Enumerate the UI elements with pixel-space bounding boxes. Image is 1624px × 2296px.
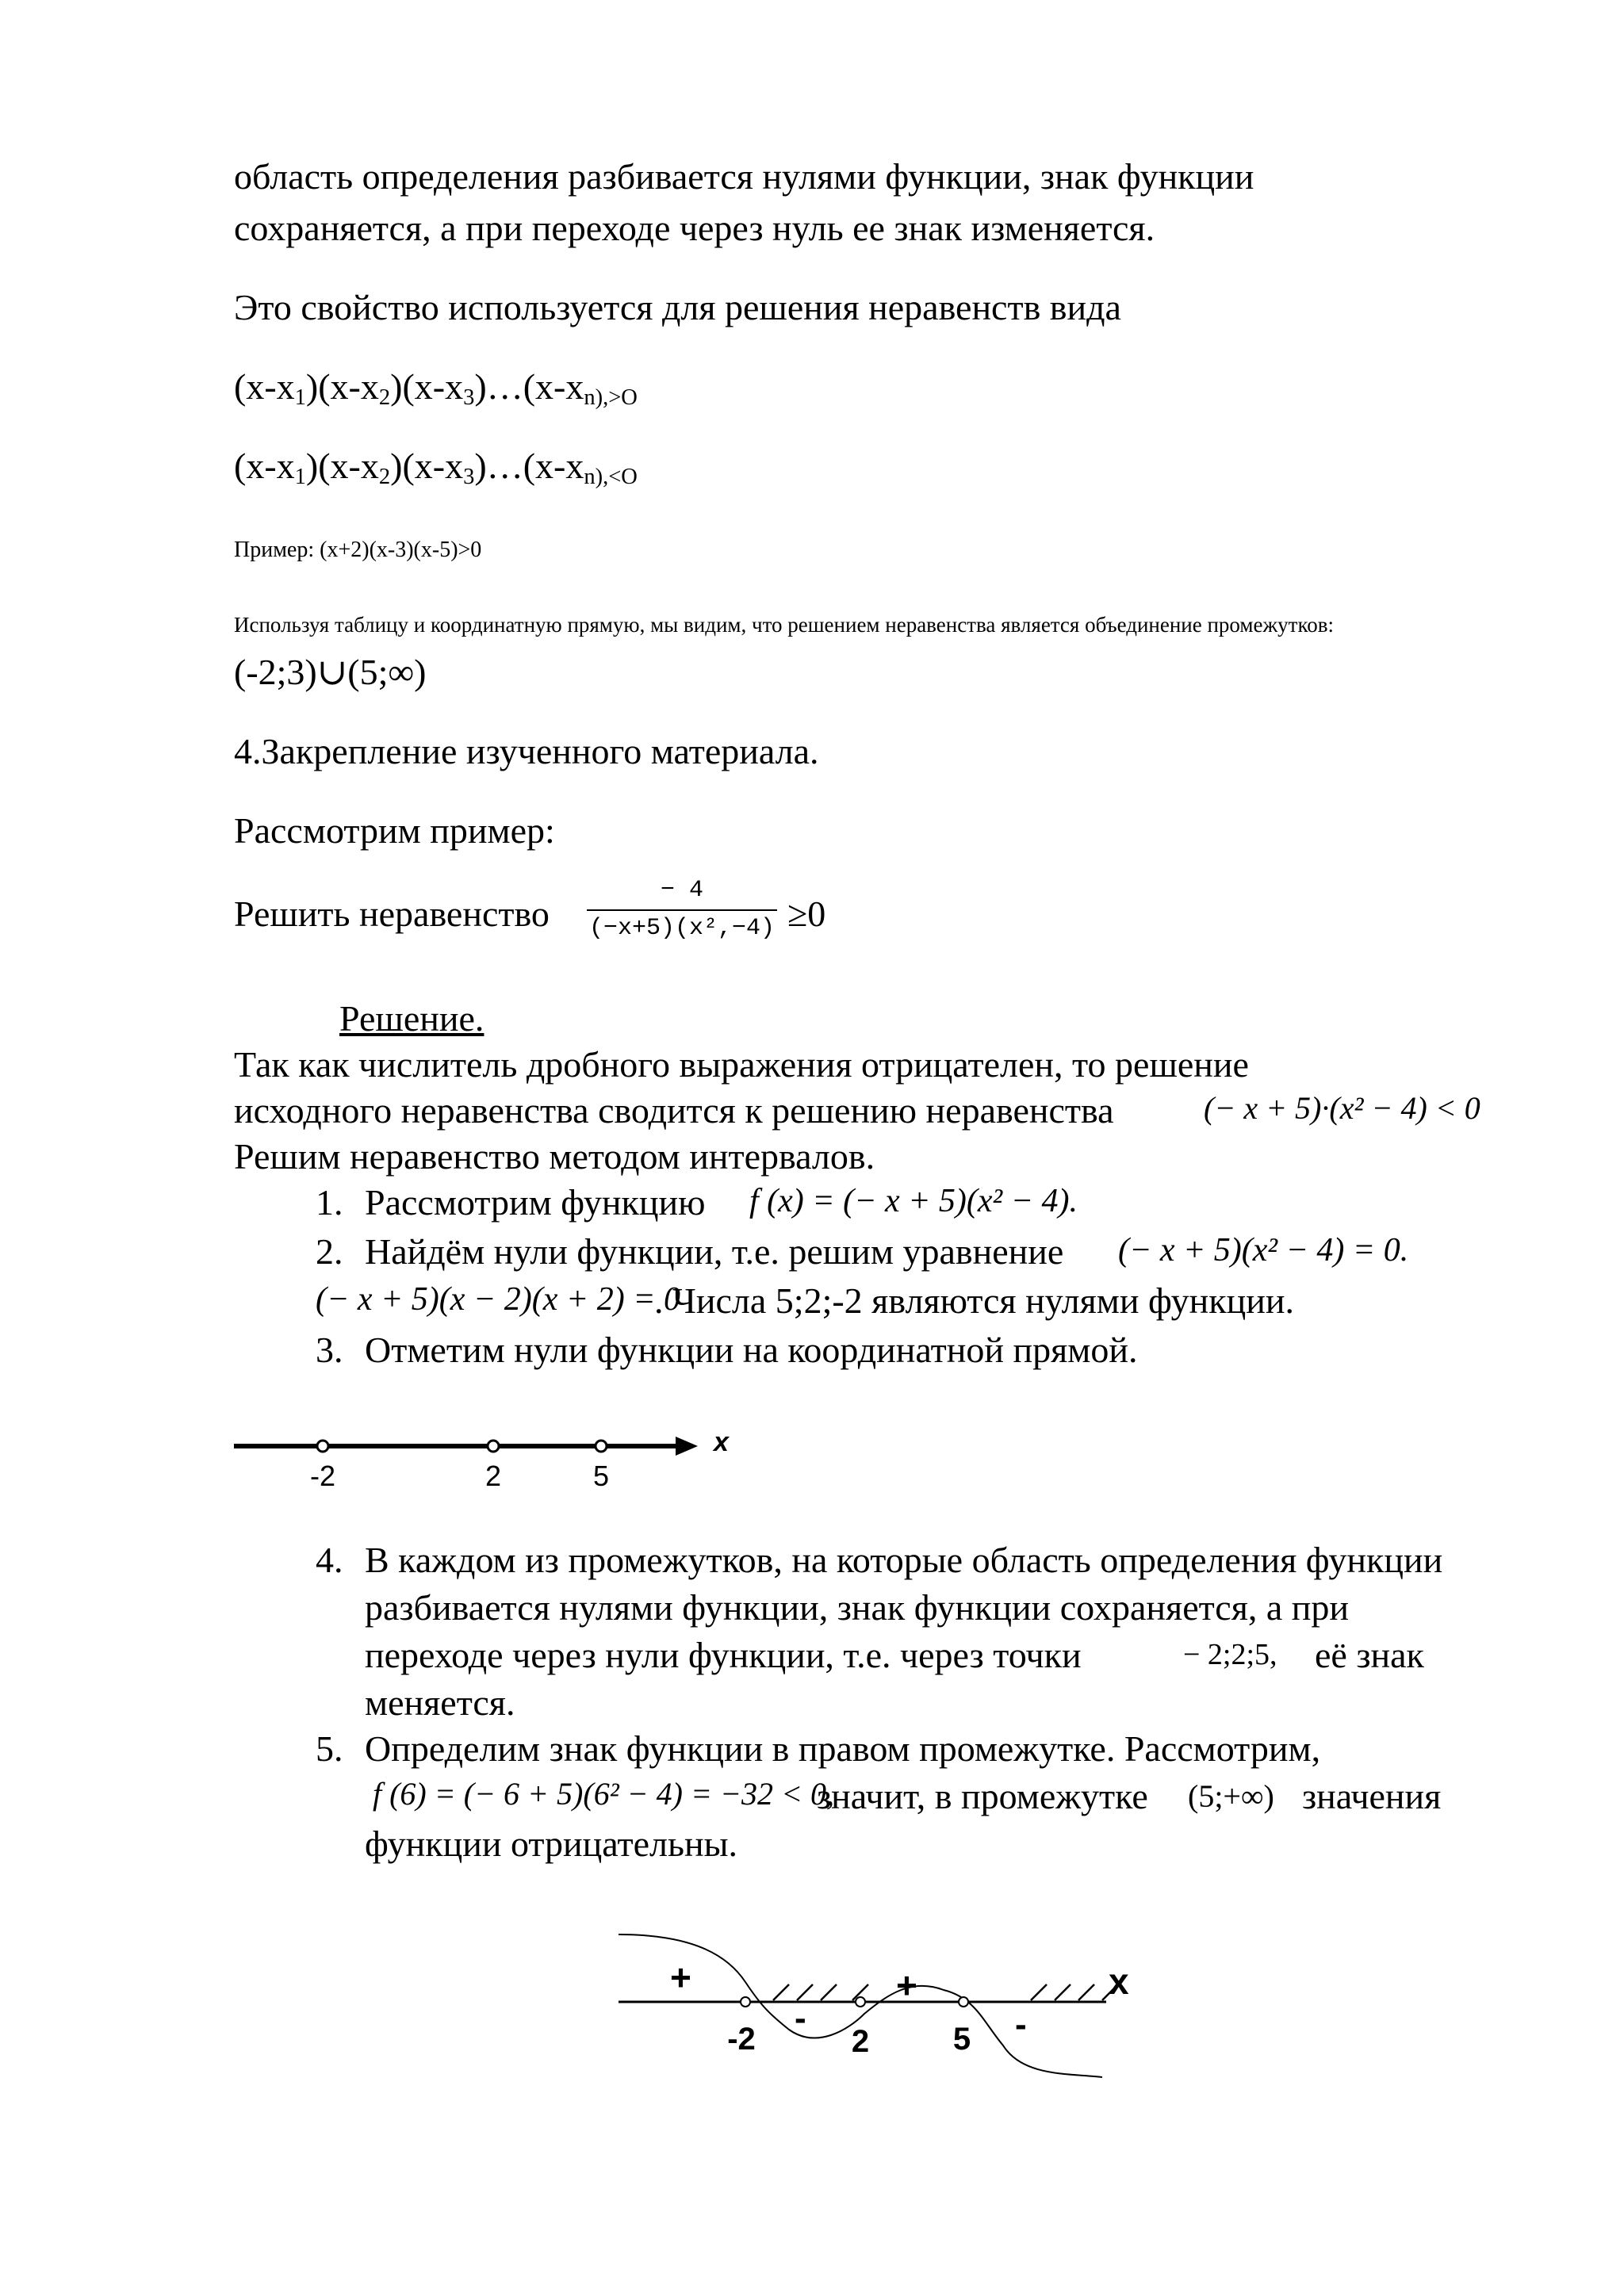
- step-5-line-1: Определим знак функции в правом промежутке. Рассмотрим,: [365, 1728, 1321, 1769]
- fraction-bar: [587, 909, 777, 911]
- fraction-numerator: − 4: [660, 877, 703, 904]
- tick-label-2: 2: [485, 1460, 502, 1492]
- solution-line-1: Так как числитель дробного выражения отрицателен, то решение: [234, 1044, 1249, 1085]
- step-4-number: 4.: [316, 1540, 343, 1580]
- zero-point-2: [856, 1997, 865, 2007]
- section-title: 4.Закрепление изученного материала.: [234, 731, 819, 771]
- number-line-zeros: [222, 1419, 745, 1498]
- intro-line-1: область определения разбивается нулями функции, знак функции: [234, 156, 1254, 197]
- zero-point-2: [488, 1441, 499, 1452]
- inequality-less: $(x-x_1)(x-x_2)(x-x_3)\dots(x-x_{n),<O}$: [234, 446, 638, 490]
- solution-line-2-math: (− x + 5)·(x² − 4) < 0: [1204, 1090, 1480, 1126]
- step-3-text: Отметим нули функции на координатной прямой.: [365, 1330, 1138, 1370]
- example-answer: (-2;3)∪(5;∞): [234, 652, 427, 692]
- step-2-text: Найдём нули функции, т.е. решим уравнение: [365, 1231, 1064, 1272]
- sign-diagram: [611, 1919, 1166, 2101]
- step-5-number: 5.: [316, 1728, 343, 1769]
- step-4-line-3: переходе через нули функции, т.е. через точки: [365, 1635, 1082, 1675]
- solution-heading: Решение.: [339, 998, 485, 1039]
- tick-label-2: 2: [851, 2024, 870, 2059]
- zero-point-5: [596, 1441, 607, 1452]
- fraction-denominator: (−x+5)(x²,−4): [588, 915, 776, 942]
- tick-label-5: 5: [952, 2022, 971, 2057]
- axis-label: x: [1109, 1961, 1129, 2002]
- solve-label: Решить неравенство: [234, 894, 550, 934]
- intro-line-3: Это свойство используется для решения неравенств вида: [234, 287, 1121, 327]
- step-4-points: − 2;2;5,: [1183, 1638, 1277, 1671]
- zero-point-minus-2: [317, 1441, 328, 1452]
- step-2-math: (− x + 5)(x² − 4) = 0.: [1118, 1232, 1409, 1269]
- example-note: Используя таблицу и координатную прямую, мы видим, что решением неравенства является объединение промежутков:: [234, 613, 1334, 637]
- step-5-interval: (5;+∞): [1188, 1778, 1274, 1814]
- sign-minus-1: -: [795, 1999, 806, 2038]
- fraction: [587, 876, 777, 943]
- step-4-line-3-end: её знак: [1315, 1635, 1424, 1675]
- step-5-line-2: значит, в промежутке: [817, 1776, 1148, 1816]
- fraction-relation: ≥0: [787, 894, 826, 934]
- axis-arrow-icon: [676, 1437, 698, 1456]
- step-4-line-2: разбивается нулями функции, знак функции сохраняется, а при: [365, 1587, 1350, 1628]
- step-3-number: 3.: [316, 1330, 343, 1370]
- step-5-math: f (6) = (− 6 + 5)(6² − 4) = −32 < 0,: [373, 1776, 834, 1812]
- solution-line-2: исходного неравенства сводится к решению неравенства: [234, 1090, 1114, 1131]
- solution-line-3: Решим неравенство методом интервалов.: [234, 1136, 875, 1177]
- axis-label: x: [714, 1427, 729, 1457]
- zero-point-5: [959, 1997, 968, 2007]
- inequality-greater: $(x-x_1)(x-x_2)(x-x_3)\dots(x-x_{n),>O}$: [234, 366, 638, 411]
- step-4-line-1: В каждом из промежутков, на которые область определения функции: [365, 1540, 1443, 1580]
- step-5-line-2-end: значения: [1302, 1776, 1442, 1816]
- consider-example: Рассмотрим пример:: [234, 810, 555, 851]
- sign-plus-middle: +: [896, 1965, 917, 2006]
- sign-minus-2: -: [1015, 2005, 1027, 2044]
- example-label: Пример: (x+2)(x-3)(x-5)>0: [234, 538, 482, 562]
- tick-label-minus-2: -2: [727, 2022, 756, 2057]
- zero-point-minus-2: [741, 1997, 750, 2007]
- hatching: [773, 1984, 1118, 2000]
- step-4-line-4: меняется.: [365, 1682, 515, 1723]
- step-2b-math: (− x + 5)(x − 2)(x + 2) = 0: [316, 1281, 681, 1318]
- step-1-text: Рассмотрим функцию: [365, 1182, 706, 1223]
- tick-label-5: 5: [592, 1460, 610, 1492]
- tick-label-minus-2: -2: [309, 1460, 336, 1492]
- sign-plus-left: +: [670, 1957, 691, 1998]
- step-5-line-3: функции отрицательны.: [365, 1823, 737, 1864]
- step-1-number: 1.: [316, 1182, 343, 1223]
- step-2-number: 2.: [316, 1231, 343, 1272]
- step-1-math: f (x) = (− x + 5)(x² − 4).: [749, 1183, 1078, 1219]
- step-2b-text: . Числа 5;2;-2 являются нулями функции.: [654, 1280, 1294, 1321]
- intro-line-2: сохраняется, а при переходе через нуль ее знак изменяется.: [234, 208, 1155, 248]
